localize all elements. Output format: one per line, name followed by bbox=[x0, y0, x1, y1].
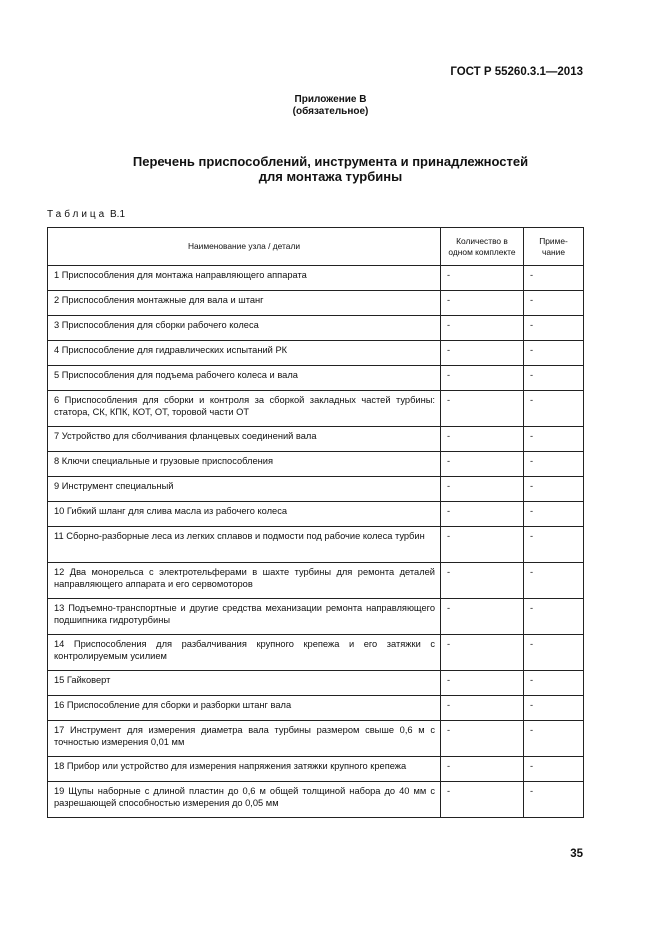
row-quantity: - bbox=[441, 635, 524, 671]
row-name: 19 Щупы наборные с длиной пластин до 0,6 м общей толщиной набора до 40 мм с разрешающей способностью измерения до 0,05 мм bbox=[48, 782, 441, 818]
row-quantity: - bbox=[441, 427, 524, 452]
table-row bbox=[48, 782, 584, 818]
row-quantity: - bbox=[441, 782, 524, 818]
row-name: 5 Приспособления для подъема рабочего колеса и вала bbox=[48, 366, 441, 391]
row-quantity: - bbox=[441, 291, 524, 316]
table-row bbox=[48, 341, 584, 366]
table-row bbox=[48, 671, 584, 696]
row-quantity: - bbox=[441, 366, 524, 391]
header-note-line1: Приме- bbox=[539, 235, 568, 246]
row-name: 15 Гайковерт bbox=[48, 671, 441, 696]
row-note: - bbox=[524, 341, 584, 366]
table-caption-label: Таблица bbox=[47, 209, 108, 220]
table-row bbox=[48, 563, 584, 599]
row-name: 9 Инструмент специальный bbox=[48, 477, 441, 502]
row-name: 13 Подъемно-транспортные и другие средства механизации ремонта направляющего подшипника гидротурбины bbox=[48, 599, 441, 635]
row-name: 17 Инструмент для измерения диаметра вала турбины размером свыше 0,6 м с точностью измерения 0,01 мм bbox=[48, 721, 441, 757]
table-row bbox=[48, 527, 584, 563]
table-row bbox=[48, 266, 584, 291]
row-note: - bbox=[524, 366, 584, 391]
row-note: - bbox=[524, 721, 584, 757]
document-title bbox=[0, 154, 661, 184]
row-quantity: - bbox=[441, 721, 524, 757]
document-title-line1: Перечень приспособлений, инструмента и принадлежностей bbox=[132, 154, 529, 169]
row-note: - bbox=[524, 502, 584, 527]
table-row bbox=[48, 452, 584, 477]
row-quantity: - bbox=[441, 599, 524, 635]
row-name: 1 Приспособления для монтажа направляющего аппарата bbox=[48, 266, 441, 291]
annex-heading bbox=[0, 94, 661, 118]
row-note: - bbox=[524, 635, 584, 671]
row-quantity: - bbox=[441, 527, 524, 563]
header-note bbox=[524, 228, 584, 266]
header-quantity bbox=[441, 228, 524, 266]
header-quantity-line2: одном комплекте bbox=[448, 246, 516, 257]
table-row bbox=[48, 696, 584, 721]
annex-title: Приложение В bbox=[294, 94, 367, 105]
row-name: 2 Приспособления монтажные для вала и штанг bbox=[48, 291, 441, 316]
row-quantity: - bbox=[441, 671, 524, 696]
table-row bbox=[48, 477, 584, 502]
page-number: 35 bbox=[570, 848, 583, 860]
row-quantity: - bbox=[441, 452, 524, 477]
table-row bbox=[48, 391, 584, 427]
row-note: - bbox=[524, 266, 584, 291]
row-note: - bbox=[524, 452, 584, 477]
header-quantity-line1: Количество в bbox=[456, 235, 508, 246]
row-note: - bbox=[524, 563, 584, 599]
row-note: - bbox=[524, 316, 584, 341]
row-note: - bbox=[524, 391, 584, 427]
row-name: 12 Два монорельса с электротельферами в шахте турбины для ремонта деталей направляющего аппарата и его сервомоторов bbox=[48, 563, 441, 599]
row-name: 14 Приспособления для разбалчивания крупного крепежа и его затяжки с контролируемым усилием bbox=[48, 635, 441, 671]
table-row bbox=[48, 291, 584, 316]
row-name: 8 Ключи специальные и грузовые приспособления bbox=[48, 452, 441, 477]
table-row bbox=[48, 757, 584, 782]
row-name: 6 Приспособления для сборки и контроля за сборкой закладных частей турбины: статора, СК, КПК, КОТ, ОТ, торовой части ОТ bbox=[48, 391, 441, 427]
table-row bbox=[48, 427, 584, 452]
row-note: - bbox=[524, 477, 584, 502]
annex-status: (обязательное) bbox=[292, 106, 369, 117]
table-row bbox=[48, 599, 584, 635]
row-quantity: - bbox=[441, 757, 524, 782]
table-header-row bbox=[48, 228, 584, 266]
row-quantity: - bbox=[441, 696, 524, 721]
table-row bbox=[48, 502, 584, 527]
row-name: 11 Сборно-разборные леса из легких сплавов и подмости под рабочие колеса турбин bbox=[48, 527, 441, 563]
header-name: Наименование узла / детали bbox=[48, 228, 441, 266]
row-quantity: - bbox=[441, 341, 524, 366]
table-row bbox=[48, 316, 584, 341]
row-note: - bbox=[524, 696, 584, 721]
row-note: - bbox=[524, 671, 584, 696]
row-name: 7 Устройство для сболчивания фланцевых соединений вала bbox=[48, 427, 441, 452]
table-row bbox=[48, 721, 584, 757]
table-row bbox=[48, 635, 584, 671]
row-quantity: - bbox=[441, 563, 524, 599]
table-caption-number: В.1 bbox=[110, 209, 126, 220]
row-name: 3 Приспособления для сборки рабочего колеса bbox=[48, 316, 441, 341]
header-note-line2: чание bbox=[542, 246, 565, 257]
row-name: 18 Прибор или устройство для измерения напряжения затяжки крупного крепежа bbox=[48, 757, 441, 782]
row-quantity: - bbox=[441, 316, 524, 341]
row-note: - bbox=[524, 527, 584, 563]
row-note: - bbox=[524, 427, 584, 452]
document-code: ГОСТ Р 55260.3.1—2013 bbox=[450, 66, 583, 78]
row-note: - bbox=[524, 782, 584, 818]
row-note: - bbox=[524, 757, 584, 782]
table-caption bbox=[47, 209, 125, 220]
row-note: - bbox=[524, 599, 584, 635]
row-quantity: - bbox=[441, 477, 524, 502]
document-title-line2: для монтажа турбины bbox=[258, 169, 403, 184]
equipment-table bbox=[47, 227, 584, 818]
row-quantity: - bbox=[441, 502, 524, 527]
row-quantity: - bbox=[441, 391, 524, 427]
row-quantity: - bbox=[441, 266, 524, 291]
table-row bbox=[48, 366, 584, 391]
row-note: - bbox=[524, 291, 584, 316]
row-name: 4 Приспособление для гидравлических испытаний РК bbox=[48, 341, 441, 366]
row-name: 10 Гибкий шланг для слива масла из рабочего колеса bbox=[48, 502, 441, 527]
row-name: 16 Приспособление для сборки и разборки штанг вала bbox=[48, 696, 441, 721]
